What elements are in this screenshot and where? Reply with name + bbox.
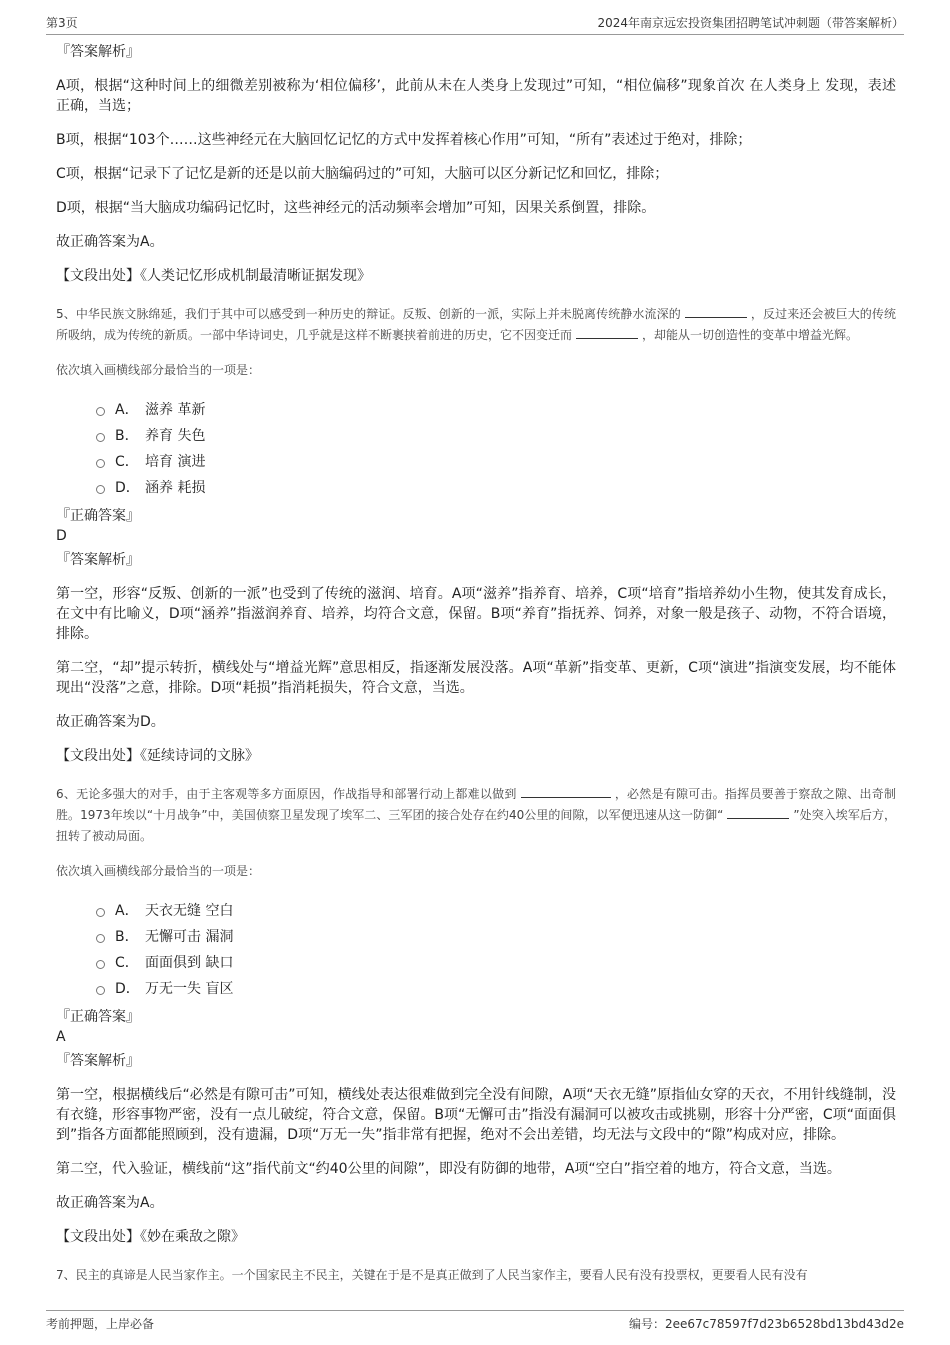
q6-answer: A [56,1029,66,1045]
q4-analysis-d: D项，根据“当大脑成功编码记忆时，这些神经元的活动频率会增加”可知，因果关系倒置，排除。 [56,200,656,216]
q5-stem-part1: 5、中华民族文脉绵延，我们于其中可以感受到一种历史的辩证。反叛、创新的一派，实际上并未脱离传统静水流深的 [56,307,681,321]
option-letter: C． [115,955,139,971]
q4-conclusion: 故正确答案为A。 [56,234,164,250]
q4-source: 【文段出处】《人类记忆形成机制最清晰证据发现》 [56,268,371,284]
page-header [46,12,904,35]
q4-analysis-a: A项，根据“这种时间上的细微差别被称为‘相位偏移’，此前从未在人类身上发现过”可知，“相位偏移”现象首次 在人类身上 发现，表述正确，当选； [56,78,896,114]
q6-option-a[interactable] [96,897,896,923]
q6-stem-part1: 6、无论多强大的对手，由于主客观等多方面原因，作战指导和部署行动上都难以做到 [56,787,517,801]
option-text: 养育 失色 [145,428,206,444]
option-text: 无懈可击 漏洞 [145,929,234,945]
radio-icon[interactable] [96,485,105,494]
option-letter: D． [115,981,140,997]
option-letter: B． [115,929,139,945]
option-letter: B． [115,428,139,444]
document-id: 编号：2ee67c78597f7d23b6528bd13bd43d2e [629,1317,904,1331]
q5-prompt: 依次填入画横线部分最恰当的一项是： [56,363,261,377]
q6-option-c[interactable] [96,949,896,975]
q4-analysis-b: B项，根据“103个……这些神经元在大脑回忆记忆的方式中发挥着核心作用”可知，“所有”表述过于绝对，排除； [56,132,752,148]
option-letter: A． [115,402,139,418]
q5-options [96,396,896,500]
q6-analysis-2: 第二空，代入验证，横线前“这”指代前文“约40公里的间隙”，即没有防御的地带，A项“空白”指空着的地方，符合文意，当选。 [56,1161,841,1177]
radio-icon[interactable] [96,986,105,995]
q5-blank-1 [685,305,747,318]
q7-stem: 7、民主的真谛是人民当家作主。一个国家民主不民主，关键在于是不是真正做到了人民当家作主，要看人民有没有投票权，更要看人民有没有 [56,1268,808,1282]
radio-icon[interactable] [96,433,105,442]
q6-stem-part3: ”处突入埃军后方，扭转了被动局面。 [56,808,897,843]
option-letter: D． [115,480,140,496]
q4-analysis-label: 『答案解析』 [56,44,140,60]
option-text: 滋养 革新 [145,402,206,418]
q6-prompt: 依次填入画横线部分最恰当的一项是： [56,864,261,878]
q4-analysis-c: C项，根据“记录下了记忆是新的还是以前大脑编码过的”可知，大脑可以区分新记忆和回忆，排除； [56,166,669,182]
option-text: 涵养 耗损 [145,480,206,496]
q5-conclusion: 故正确答案为D。 [56,714,165,730]
q5-stem [56,304,896,346]
radio-icon[interactable] [96,407,105,416]
q5-option-d[interactable] [96,474,896,500]
q6-option-d[interactable] [96,975,896,1001]
option-text: 培育 演进 [145,454,206,470]
q5-stem-part2: ，反过来还会被巨大的传统所吸纳，成为传统的新质。一部中华诗词史，几乎就是这样不断裹挟着前进的历史，它不因变迁而 [56,307,896,342]
radio-icon[interactable] [96,908,105,917]
q5-option-a[interactable] [96,396,896,422]
q5-analysis-2: 第二空，“却”提示转折，横线处与“增益光辉”意思相反，指逐渐发展没落。A项“革新”指变革、更新，C项“演进”指演变发展，均不能体现出“没落”之意，排除。D项“耗损”指消耗损失，符合文意，当选。 [56,660,896,696]
q6-blank-1 [521,785,611,798]
q5-option-c[interactable] [96,448,896,474]
option-letter: C． [115,454,139,470]
q6-source: 【文段出处】《妙在乘敌之隙》 [56,1229,245,1245]
q6-blank-2 [727,806,789,819]
q5-stem-part3: ，却能从一切创造性的变革中增益光辉。 [642,328,859,342]
page-content [56,42,896,1300]
q5-source: 【文段出处】《延续诗词的文脉》 [56,748,259,764]
q6-stem [56,784,896,847]
radio-icon[interactable] [96,459,105,468]
radio-icon[interactable] [96,934,105,943]
page-footer [46,1310,904,1333]
page-number: 第3页 [46,16,78,30]
q5-option-b[interactable] [96,422,896,448]
q6-conclusion: 故正确答案为A。 [56,1195,164,1211]
q6-answer-label: 『正确答案』 [56,1009,140,1025]
q5-answer-label: 『正确答案』 [56,508,140,524]
footer-slogan: 考前押题，上岸必备 [46,1317,155,1331]
q6-analysis-1: 第一空，根据横线后“必然是有隙可击”可知，横线处表达很难做到完全没有间隙，A项“天衣无缝”原指仙女穿的天衣，不用针线缝制，没有衣缝，形容事物严密，没有一点儿破绽，符合文意，保留。B项“无懈可击”指没有漏洞可以被攻击或挑剔，形容十分严密，C项“面面俱到”指各方面都能照顾到，没有遗漏，D项“万无一失”指非常有把握，绝对不会出差错，均无法与文段中的“隙”构成对应，排除。 [56,1087,896,1143]
option-text: 万无一失 盲区 [145,981,234,997]
q6-option-b[interactable] [96,923,896,949]
q6-analysis-label: 『答案解析』 [56,1053,140,1069]
q5-blank-2 [576,326,638,339]
q5-answer: D [56,528,67,544]
q5-analysis-1: 第一空，形容“反叛、创新的一派”也受到了传统的滋润、培育。A项“滋养”指养育、培养，C项“培育”指培养幼小生物，使其发育成长，在文中有比喻义，D项“涵养”指滋润养育、培养，均符合文意，保留。B项“养育”指抚养、饲养，对象一般是孩子、动物，不符合语境，排除。 [56,586,896,642]
q6-stem-part2: ，必然是有隙可击。指挥员要善于察敌之隙、出奇制胜。1973年埃以“十月战争”中，美国侦察卫星发现了埃军二、三军团的接合处存在约40公里的间隙，以军便迅速从这一防御“ [56,787,896,822]
q6-options [96,897,896,1001]
option-letter: A． [115,903,139,919]
option-text: 天衣无缝 空白 [145,903,234,919]
option-text: 面面俱到 缺口 [145,955,234,971]
radio-icon[interactable] [96,960,105,969]
document-title: 2024年南京远宏投资集团招聘笔试冲刺题（带答案解析） [597,16,904,30]
q5-analysis-label: 『答案解析』 [56,552,140,568]
